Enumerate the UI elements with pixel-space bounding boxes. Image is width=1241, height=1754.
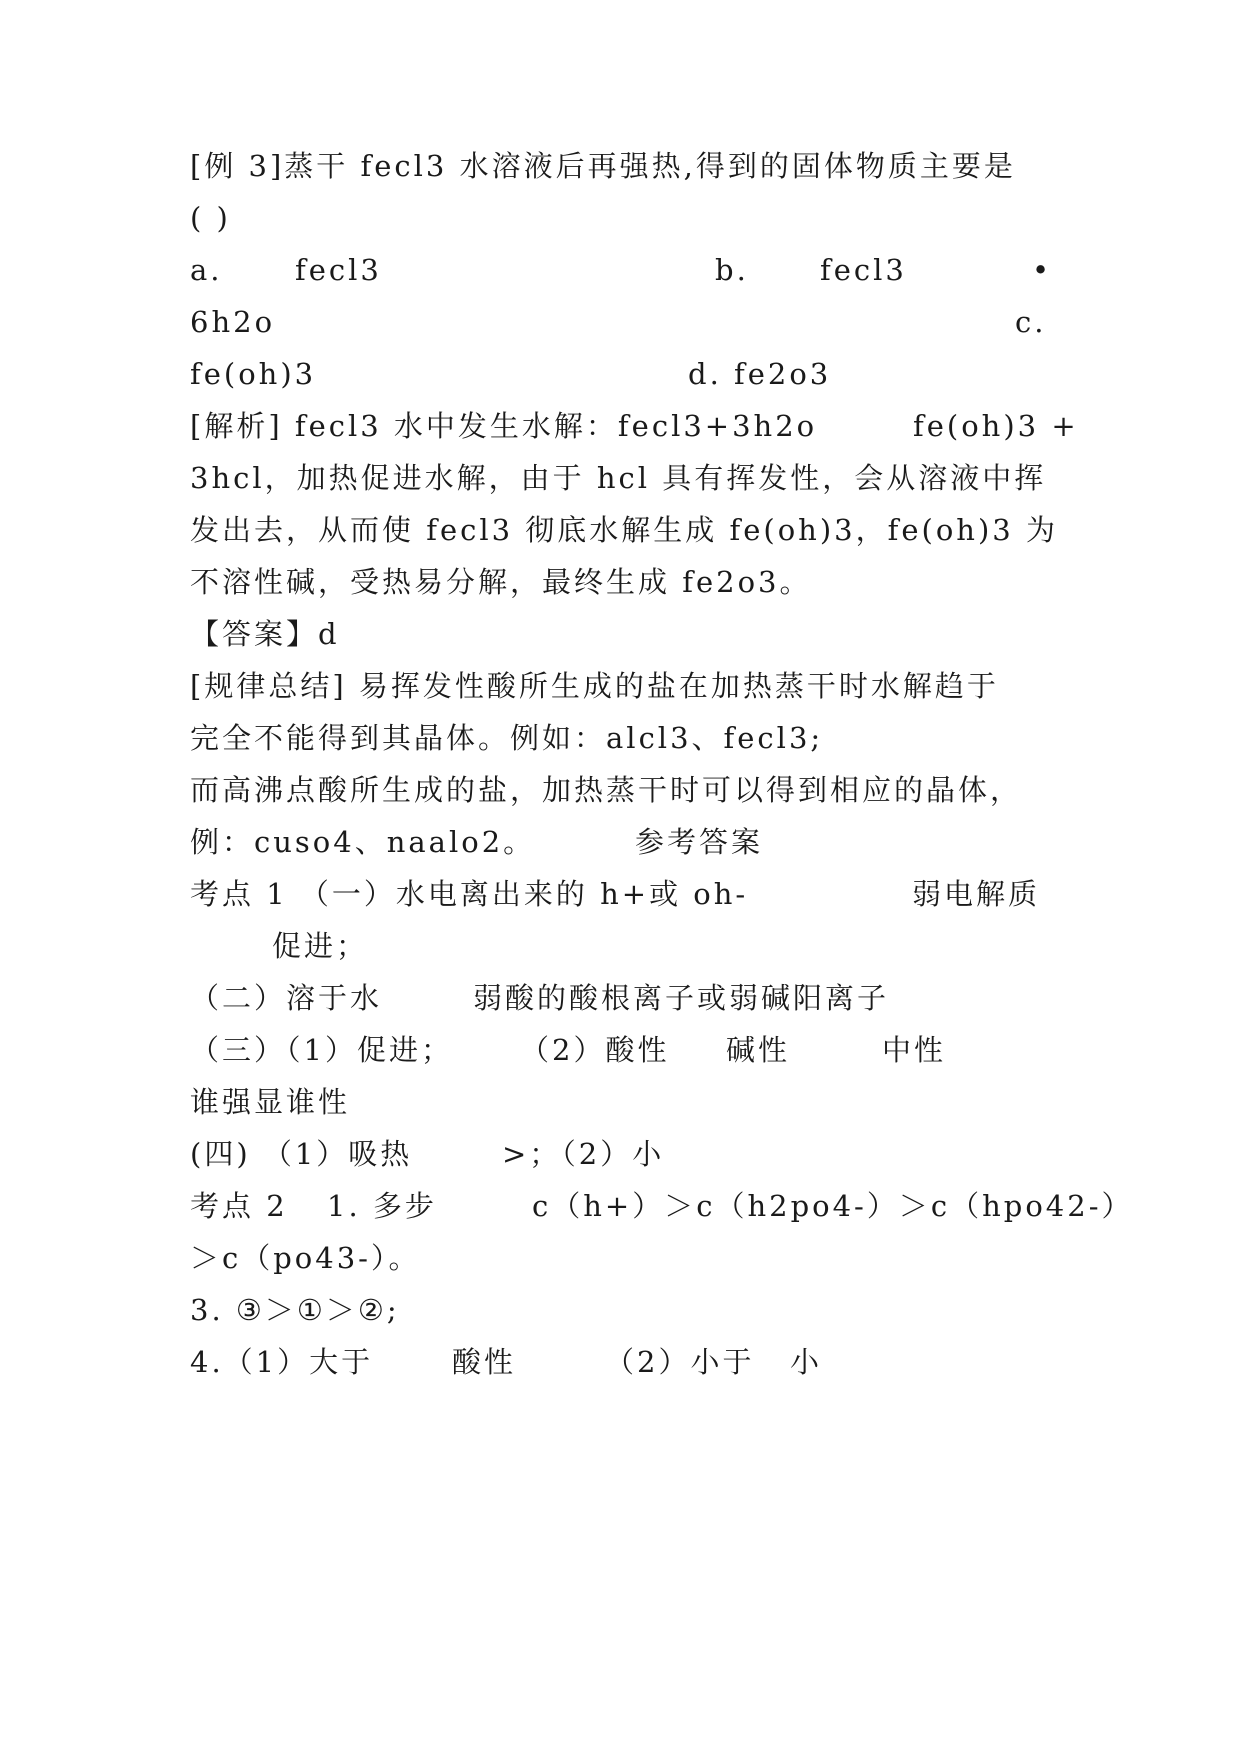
option-b-label: b. [715, 253, 749, 287]
point-2-item-3: 3. ③＞①＞②; [190, 1293, 400, 1327]
analysis-text-3: 发出去，从而使 fecl3 彻底水解生成 fe(oh)3，fe(oh)3 为 [190, 513, 1058, 547]
options-line-1 [190, 250, 1060, 290]
summary-line-4 [190, 822, 1060, 862]
option-b-text-continued: 6h2o [190, 305, 276, 339]
point-1-line-3 [190, 978, 1060, 1018]
point-1-line-4 [190, 1030, 1060, 1070]
summary-line-1 [190, 666, 1060, 706]
point-2-line-2 [190, 1238, 1060, 1278]
option-b-dot: • [1032, 253, 1053, 287]
reference-answers-heading: 参考答案 [635, 825, 764, 859]
example-3-question-text: [例 3]蒸干 fecl3 水溶液后再强热,得到的固体物质主要是 [190, 149, 1016, 183]
point-2-concentration-order-end: ＞c（po43-）。 [190, 1241, 421, 1275]
analysis-line-2 [190, 458, 1060, 498]
option-b-text: fecl3 [820, 253, 907, 287]
point-2-line-4 [190, 1342, 1060, 1382]
option-a-text: fecl3 [295, 253, 382, 287]
summary-text-4: 例：cuso4、naalo2。 [190, 825, 536, 859]
summary-text-1: [规律总结] 易挥发性酸所生成的盐在加热蒸干时水解趋于 [190, 669, 999, 703]
summary-text-2: 完全不能得到其晶体。例如：alcl3、fecl3; [190, 721, 824, 755]
answer-blank: ( ) [190, 201, 231, 235]
point-1-line-6 [190, 1134, 1060, 1174]
point-2-concentration-order: c（h+）＞c（h2po4-）＞c（hpo42-） [532, 1189, 1134, 1223]
option-c-text: fe(oh)3 [190, 357, 317, 391]
summary-line-2 [190, 718, 1060, 758]
point-1-text-1: 考点 1 （一）水电离出来的 h+或 oh- [190, 877, 749, 911]
point-1-neutral: 中性 [882, 1033, 947, 1067]
point-2-label: 考点 2 [190, 1189, 288, 1223]
analysis-text-1: [解析] fecl3 水中发生水解：fecl3+3h2o [190, 409, 818, 443]
point-1-part-4: (四) （1）吸热 [190, 1137, 413, 1171]
analysis-product: fe(oh)3 + [913, 409, 1079, 443]
answer-blank-line [190, 198, 1060, 238]
point-2-item-4-small: 小 [790, 1345, 823, 1379]
point-1-rule: 谁强显谁性 [190, 1085, 351, 1119]
option-c-label: c. [1015, 305, 1047, 339]
answer-text: 【答案】d [190, 617, 340, 651]
answer-line [190, 614, 1060, 654]
analysis-text-2: 3hcl，加热促进水解，由于 hcl 具有挥发性，会从溶液中挥 [190, 461, 1047, 495]
point-1-weak-electrolyte: 弱电解质 [912, 877, 1041, 911]
point-1-part-2: （二）溶于水 [190, 981, 383, 1015]
option-d: d. fe2o3 [688, 357, 832, 391]
options-line-3 [190, 354, 1060, 394]
example-3-question-line [190, 146, 1060, 186]
point-2-item-4-acidic: 酸性 [452, 1345, 517, 1379]
point-2-line-3 [190, 1290, 1060, 1330]
summary-text-3: 而高沸点酸所生成的盐，加热蒸干时可以得到相应的晶体， [190, 773, 1023, 807]
analysis-line-1 [190, 406, 1079, 446]
analysis-text-4: 不溶性碱，受热易分解，最终生成 fe2o3。 [190, 565, 812, 599]
point-2-multistep: 1. 多步 [327, 1189, 437, 1223]
point-1-line-1 [190, 874, 1060, 914]
analysis-line-3 [190, 510, 1060, 550]
point-1-basic: 碱性 [726, 1033, 791, 1067]
point-2-line-1 [190, 1186, 1134, 1226]
point-2-item-4-less-than: （2）小于 [605, 1345, 755, 1379]
summary-line-3 [190, 770, 1060, 810]
point-1-line-2 [190, 926, 1060, 966]
analysis-line-4 [190, 562, 1060, 602]
point-1-acidic: （2）酸性 [520, 1033, 670, 1067]
point-2-item-4: 4.（1）大于 [190, 1345, 374, 1379]
option-a-label: a. [190, 253, 223, 287]
point-1-promote: 促进； [272, 929, 369, 963]
point-1-part-4-small: >；（2）小 [502, 1137, 665, 1171]
point-1-line-5 [190, 1082, 1060, 1122]
point-1-part-3: （三）（1）促进； [190, 1033, 453, 1067]
options-line-2 [190, 302, 1060, 342]
point-1-part-2-ions: 弱酸的酸根离子或弱碱阳离子 [473, 981, 890, 1015]
